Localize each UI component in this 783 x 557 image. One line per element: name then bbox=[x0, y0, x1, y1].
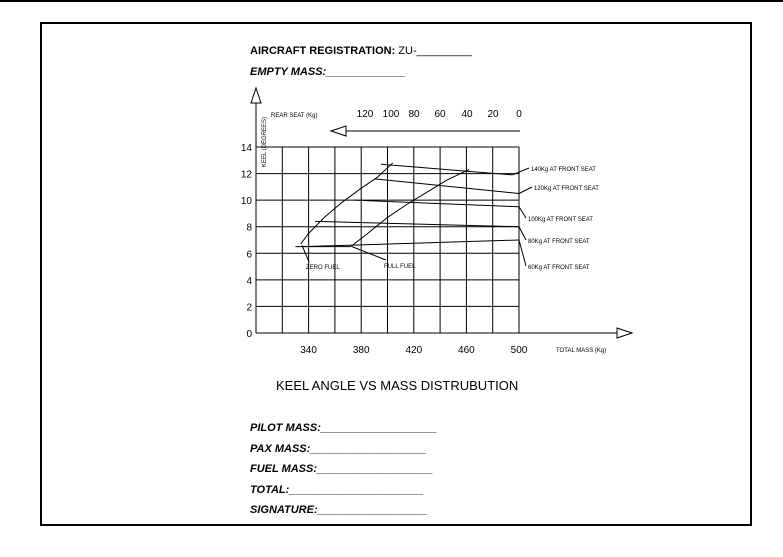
series-label: 100Kg AT FRONT SEAT bbox=[528, 217, 593, 223]
field-fuel-mass bbox=[250, 463, 433, 475]
y-axis-arrow bbox=[251, 88, 261, 103]
series-leader-line bbox=[519, 240, 526, 266]
rear-seat-tick-label: 60 bbox=[434, 109, 446, 120]
y-tick-label: 12 bbox=[240, 169, 252, 181]
registration-label: AIRCRAFT REGISTRATION: bbox=[250, 45, 396, 57]
series-line-120kg-at-front-seat bbox=[374, 179, 519, 194]
field-blank: ___________________ bbox=[320, 422, 438, 434]
y-tick-label: 4 bbox=[246, 275, 252, 287]
x-tick-label: 420 bbox=[405, 345, 423, 356]
series-line-zero-fuel bbox=[301, 163, 393, 244]
x-tick-label: 500 bbox=[510, 345, 528, 356]
field-blank: __________________ bbox=[317, 504, 428, 516]
chart-grid bbox=[256, 147, 519, 333]
field-pilot-mass bbox=[250, 422, 437, 434]
series-label: 80Kg AT FRONT SEAT bbox=[528, 239, 590, 245]
x-tick-label: 340 bbox=[300, 345, 317, 356]
series-line-100kg-at-front-seat bbox=[355, 200, 519, 207]
series-leader-line bbox=[519, 227, 526, 240]
empty-mass-value: _____________ bbox=[326, 66, 406, 78]
field-blank: ______________________ bbox=[289, 484, 424, 496]
field-label: PAX MASS: bbox=[250, 443, 311, 455]
x-tick-label: 460 bbox=[458, 345, 475, 356]
chart-series bbox=[295, 163, 519, 247]
field-label: FUEL MASS: bbox=[250, 463, 318, 475]
field-total bbox=[250, 484, 424, 496]
empty-mass-label: EMPTY MASS: bbox=[250, 66, 327, 78]
field-label: TOTAL: bbox=[250, 484, 290, 496]
series-label: 120Kg AT FRONT SEAT bbox=[534, 186, 599, 192]
series-leader-line bbox=[519, 187, 532, 194]
rear-seat-tick-label: 0 bbox=[516, 109, 522, 120]
series-leader-line bbox=[512, 168, 529, 175]
y-tick-label: 0 bbox=[246, 329, 252, 340]
rear-seat-axis-arrow bbox=[331, 126, 346, 136]
rear-seat-tick-label: 80 bbox=[408, 109, 420, 120]
rear-seat-tick-label: 20 bbox=[487, 109, 499, 120]
series-line-full-fuel bbox=[351, 170, 469, 247]
zero-fuel-label: ZERO FUEL bbox=[306, 265, 340, 271]
field-label: PILOT MASS: bbox=[250, 422, 321, 434]
series-label: 60Kg AT FRONT SEAT bbox=[528, 265, 590, 271]
y-tick-label: 6 bbox=[246, 249, 252, 261]
series-label: 140Kg AT FRONT SEAT bbox=[531, 167, 596, 173]
field-blank: ___________________ bbox=[310, 443, 427, 455]
y-tick-label: 8 bbox=[246, 222, 252, 234]
full-fuel-label: FULL FUEL bbox=[384, 264, 416, 270]
series-leader-line bbox=[519, 207, 526, 218]
x-axis-title: TOTAL MASS (Kg) bbox=[556, 348, 607, 354]
y-axis-title: KEEL (DEGREES) bbox=[262, 116, 268, 168]
field-signature bbox=[250, 504, 428, 516]
rear-seat-axis-title: REAR SEAT (Kg) bbox=[271, 113, 318, 119]
field-blank: ___________________ bbox=[317, 463, 434, 475]
rear-seat-axis bbox=[271, 109, 522, 136]
x-axis-arrow bbox=[617, 328, 632, 338]
registration-value: ZU-_________ bbox=[398, 45, 472, 57]
rear-seat-tick-label: 40 bbox=[461, 109, 473, 120]
x-tick-label: 380 bbox=[352, 345, 370, 356]
rear-seat-tick-label: 120 bbox=[356, 109, 374, 120]
field-label: SIGNATURE: bbox=[250, 504, 318, 516]
y-tick-label: 10 bbox=[240, 196, 252, 208]
y-tick-label: 2 bbox=[246, 302, 252, 314]
field-pax-mass bbox=[250, 443, 427, 455]
series-line-80kg-at-front-seat bbox=[315, 221, 519, 226]
rear-seat-tick-label: 100 bbox=[382, 109, 400, 120]
y-tick-label: 14 bbox=[240, 143, 252, 154]
chart-title: KEEL ANGLE VS MASS DISTRUBUTION bbox=[276, 378, 519, 393]
chart-labels bbox=[302, 167, 599, 271]
